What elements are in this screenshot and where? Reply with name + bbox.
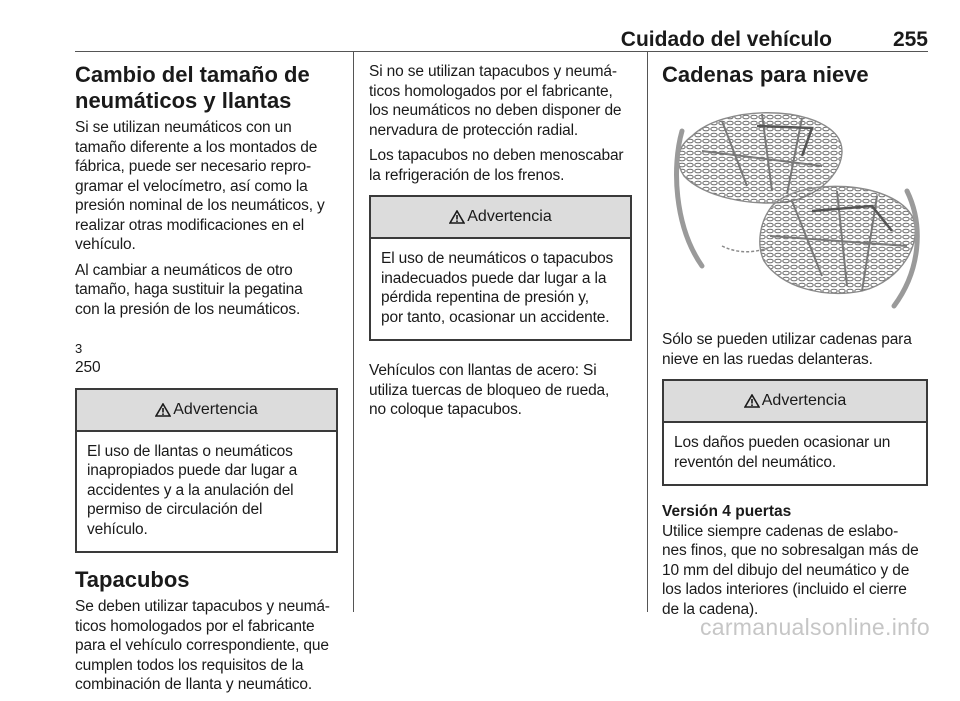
paragraph: Sólo se pueden utilizar cadenas para nieve en las ruedas delanteras. [662,331,912,368]
column-1 [75,62,338,701]
header-rule [75,51,928,52]
warning-triangle-icon [155,403,171,417]
warning-text: El uso de llantas o neumáticos inapropiados puede dar lugar a accidentes y a la anulación del permiso de circulación del vehículo. [87,442,298,538]
warning-triangle-icon [449,210,465,224]
warning-title: Advertencia [173,400,258,418]
paragraph: Utilice siempre cadenas de eslabo- nes finos, que no sobresalgan más de 10 mm del dibujo del neumático y de los lados interiores (incluido el cierre de la cadena). [662,522,919,618]
column-divider-left [353,52,354,612]
warning-header [77,390,336,432]
page-number: 255 [892,28,928,51]
paragraph: Se deben utilizar tapacubos y neumá- ticos homologados por el fabricante para el vehículo correspondiente, que cumplen todos los requisitos de la combinación de llanta y neumático. [75,598,330,693]
warning-title: Advertencia [761,392,847,409]
snow-chains-illustration [662,96,928,311]
warning-header [664,381,926,423]
reference-page-number: 250 [75,359,101,376]
subheading-4-door-version: Versión 4 puertas [662,503,792,520]
page-reference[interactable] [75,319,338,378]
reference-arrow-icon: 3 [75,340,83,356]
warning-box [75,388,338,554]
warning-text: El uso de neumáticos o tapacubos inadecuados puede dar lugar a la pérdida repentina de presión y, por tanto, ocasionar un accidente. [381,250,614,326]
paragraph: Si se utilizan neumáticos con un tamaño diferente a los montados de fábrica, puede ser necesario repro- gramar el velocímetro, así como la presión nominal de los neumáticos, y realizar otras modificaciones en el vehículo. [75,119,325,253]
section-heading-tire-size: Cambio del tamaño de neumáticos y llantas [75,62,310,113]
warning-title: Advertencia [467,208,552,225]
paragraph: Vehículos con llantas de acero: Si utiliza tuercas de bloqueo de rueda, no coloque tapacubos. [369,362,610,418]
column-3 [662,62,928,625]
page-header-title: Cuidado del vehículo [620,28,832,51]
paragraph: Si no se utilizan tapacubos y neumá- ticos homologados por el fabricante, los neumáticos no deben disponer de nervadura de protección radial. [369,63,622,139]
paragraph: Al cambiar a neumáticos de otro tamaño, haga sustituir la pegatina con la presión de los neumáticos. [75,261,303,318]
section-heading-hubcaps: Tapacubos [75,567,190,592]
section-heading-snow-chains: Cadenas para nieve [662,62,869,87]
column-divider-right [647,52,648,612]
warning-text: Los daños pueden ocasionar un reventón del neumático. [674,434,891,471]
warning-box [369,195,632,341]
column-2 [369,62,632,426]
paragraph: Los tapacubos no deben menoscabar la refrigeración de los frenos. [369,147,624,184]
warning-box [662,379,928,486]
warning-triangle-icon [744,394,760,408]
watermark: carmanualsonline.info [699,614,930,640]
warning-header [371,197,630,239]
